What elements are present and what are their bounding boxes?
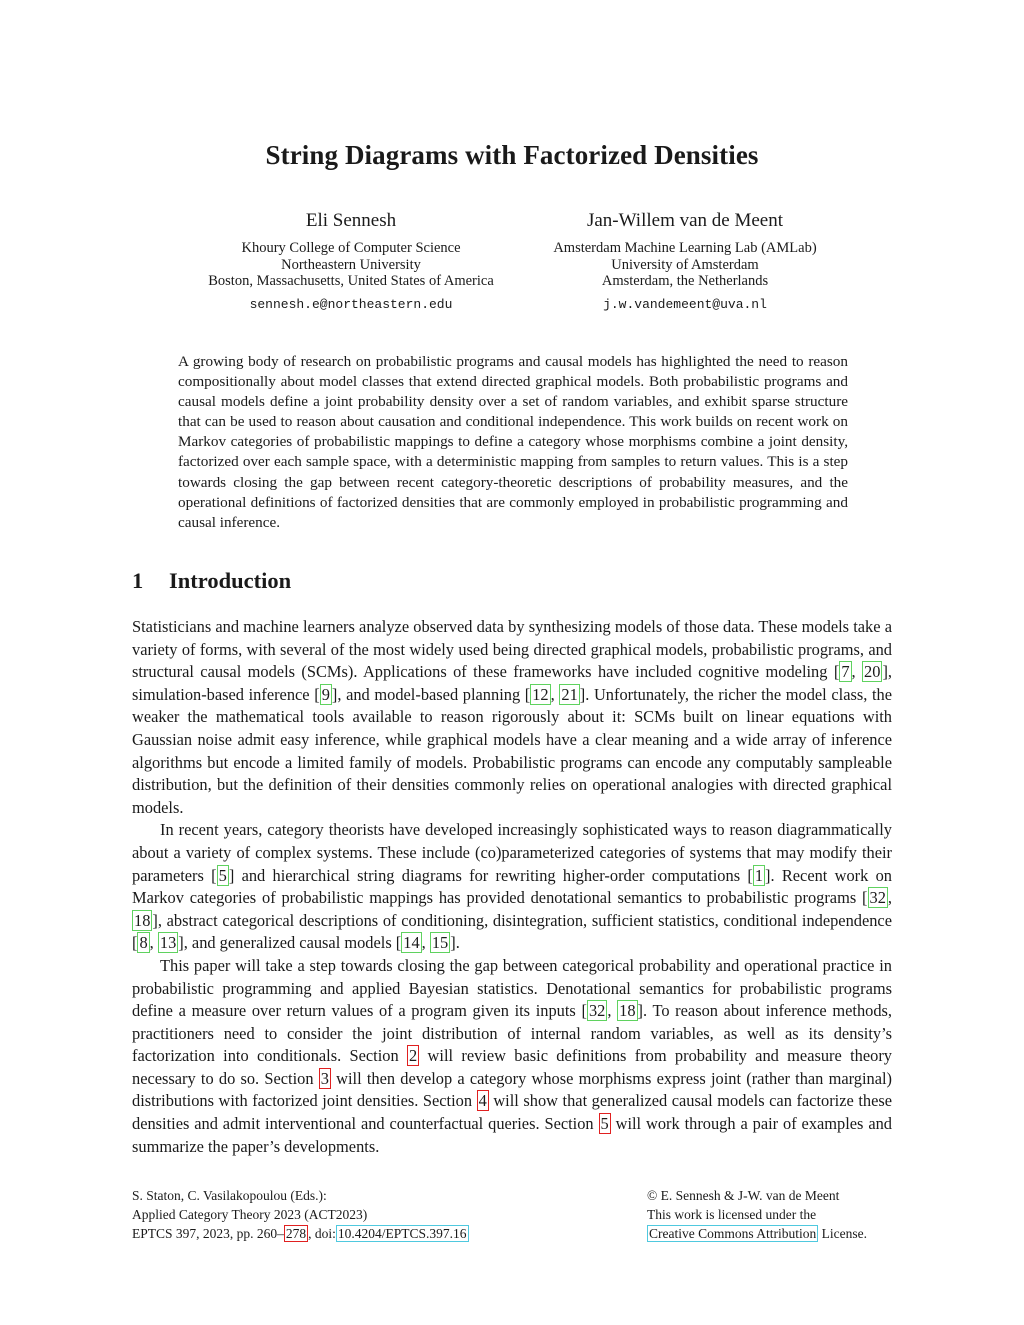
author-email: sennesh.e@northeastern.edu	[249, 296, 453, 312]
citation-link[interactable]: 12	[532, 684, 549, 704]
author-affiliation: Boston, Massachusetts, United States of America	[208, 273, 494, 289]
citation-link[interactable]: 32	[869, 888, 886, 908]
citation-link[interactable]: 14	[403, 933, 420, 953]
section-reference-link[interactable]: 2	[409, 1046, 418, 1066]
footer-license-info	[647, 1186, 867, 1243]
footer-series: EPTCS 397, 2023, pp. 260– 278 , doi: 10.4204/EPTCS.397.16	[132, 1226, 467, 1241]
author-affiliation: Khoury College of Computer Science	[241, 240, 461, 256]
author-affiliation: Amsterdam, the Netherlands	[601, 273, 769, 289]
license-link[interactable]: Creative Commons Attribution	[649, 1226, 817, 1241]
abstract: A growing body of research on probabilistic programs and causal models has highlighted the need to reason compositionally about model classes that extend directed graphical models. Both probabilistic programs and causal models define a joint probability density over a set of random variables, and exhibit sparse structure that can be used to reason about causation and conditional independence. This work builds on recent work on Markov categories of probabilistic mappings to define a category whose morphisms combine a joint density, factorized over each sample space, with a deterministic mapping from samples to return values. This is a step towards closing the gap between recent category-theoretic descriptions of probability measures, and the operational definitions of factorized densities that are commonly employed in probabilistic programming and causal inference.	[178, 353, 848, 531]
doi-link[interactable]: 10.4204/EPTCS.397.16	[337, 1226, 467, 1241]
citation-link[interactable]: 1	[754, 865, 764, 885]
section-number: 1	[132, 568, 144, 593]
body-text	[132, 616, 892, 1158]
citation-link[interactable]: 20	[864, 662, 881, 682]
footer-copyright: © E. Sennesh & J-W. van de Meent	[647, 1188, 840, 1203]
paragraph: This paper will take a step towards closing the gap between categorical probability and operational practice in probabilistic programming and applied Bayesian statistics. Denotational semantics for probabilistic programs define a measure over return values of a program given its inputs [ 32 , 18 ]. To reason about inference methods, practitioners need to consider the joint distribution of internal random variables, as well as its density’s factorization into conditionals. Section 2 will review basic definitions from probability and measure theory necessary to do so. Section 3 will then develop a category whose morphisms express joint (rather than marginal) distributions with factorized joint densities. Section 4 will show that generalized causal models can factorize these densities and admit interventional and counterfactual queries. Section 5 will work through a pair of examples and summarize the paper’s developments.	[132, 955, 893, 1156]
section-reference-link[interactable]: 5	[600, 1114, 609, 1134]
author-affiliation: Northeastern University	[281, 256, 421, 273]
author-name: Jan-Willem van de Meent	[586, 210, 784, 231]
footer-license: Creative Commons Attribution License.	[649, 1226, 867, 1241]
citation-link[interactable]: 9	[321, 684, 330, 704]
author-block-2	[475, 208, 895, 312]
footer-venue: Applied Category Theory 2023 (ACT2023)	[132, 1207, 368, 1222]
author-affiliation: Amsterdam Machine Learning Lab (AMLab)	[553, 240, 817, 256]
citation-link[interactable]: 21	[561, 684, 578, 704]
section-heading	[132, 568, 291, 594]
author-email: j.w.vandemeent@uva.nl	[603, 296, 767, 312]
citation-link[interactable]: 18	[619, 1001, 636, 1021]
paragraph: In recent years, category theorists have developed increasingly sophisticated ways to reason diagrammatically about a variety of complex systems. These include (co)parameterized categories of systems that may modify their parameters [ 5 ] and hierarchical string diagrams for rewriting higher-order computations [ 1 ]. Recent work on Markov categories of probabilistic mappings has provided denotational semantics to probabilistic programs [ 32 , 18 ], abstract categorical descriptions of conditioning, disintegration, sufficient statistics, conditional independence [ 8 , 13 ], and generalized causal models [ 14 , 15 ].	[132, 820, 892, 953]
paragraph: Statisticians and machine learners analyze observed data by synthesizing models of those data. These models take a variety of forms, with several of the most widely used being directed graphical models, probabilistic programs, and structural causal models (SCMs). Applications of these frameworks have included cognitive modeling [ 7 , 20 ], simulation-based inference [ 9 ], and model-based planning [ 12 , 21 ]. Unfortunately, the richer the model class, the weaker the mathematical tools available to reason rigorously about it: SCMs built on linear equations with Gaussian noise admit easy inference, while graphical models have a clear meaning and a wide array of inference algorithms but encode a limited family of models. Probabilistic programs can encode any computably sampleable distribution, but the definition of their densities commonly relies on operational analogies with directed graphical models.	[132, 617, 892, 817]
citation-link[interactable]: 18	[134, 910, 151, 930]
footer-publication-info	[132, 1186, 469, 1243]
citation-link[interactable]: 13	[159, 933, 177, 953]
author-name: Eli Sennesh	[305, 210, 397, 231]
footer-editors: S. Staton, C. Vasilakopoulou (Eds.):	[132, 1188, 327, 1203]
last-page-link[interactable]: 278	[285, 1226, 307, 1241]
section-reference-link[interactable]: 4	[478, 1091, 487, 1111]
author-affiliation: University of Amsterdam	[611, 256, 759, 273]
citation-link[interactable]: 5	[218, 865, 227, 885]
citation-link[interactable]: 8	[139, 933, 148, 953]
section-title: Introduction	[169, 568, 292, 593]
citation-link[interactable]: 32	[588, 1001, 606, 1021]
paper-title: String Diagrams with Factorized Densities	[265, 140, 759, 170]
citation-link[interactable]: 15	[431, 933, 449, 953]
section-reference-link[interactable]: 3	[320, 1068, 329, 1088]
footer-license-line: This work is licensed under the	[647, 1207, 817, 1222]
citation-link[interactable]: 7	[841, 662, 850, 682]
